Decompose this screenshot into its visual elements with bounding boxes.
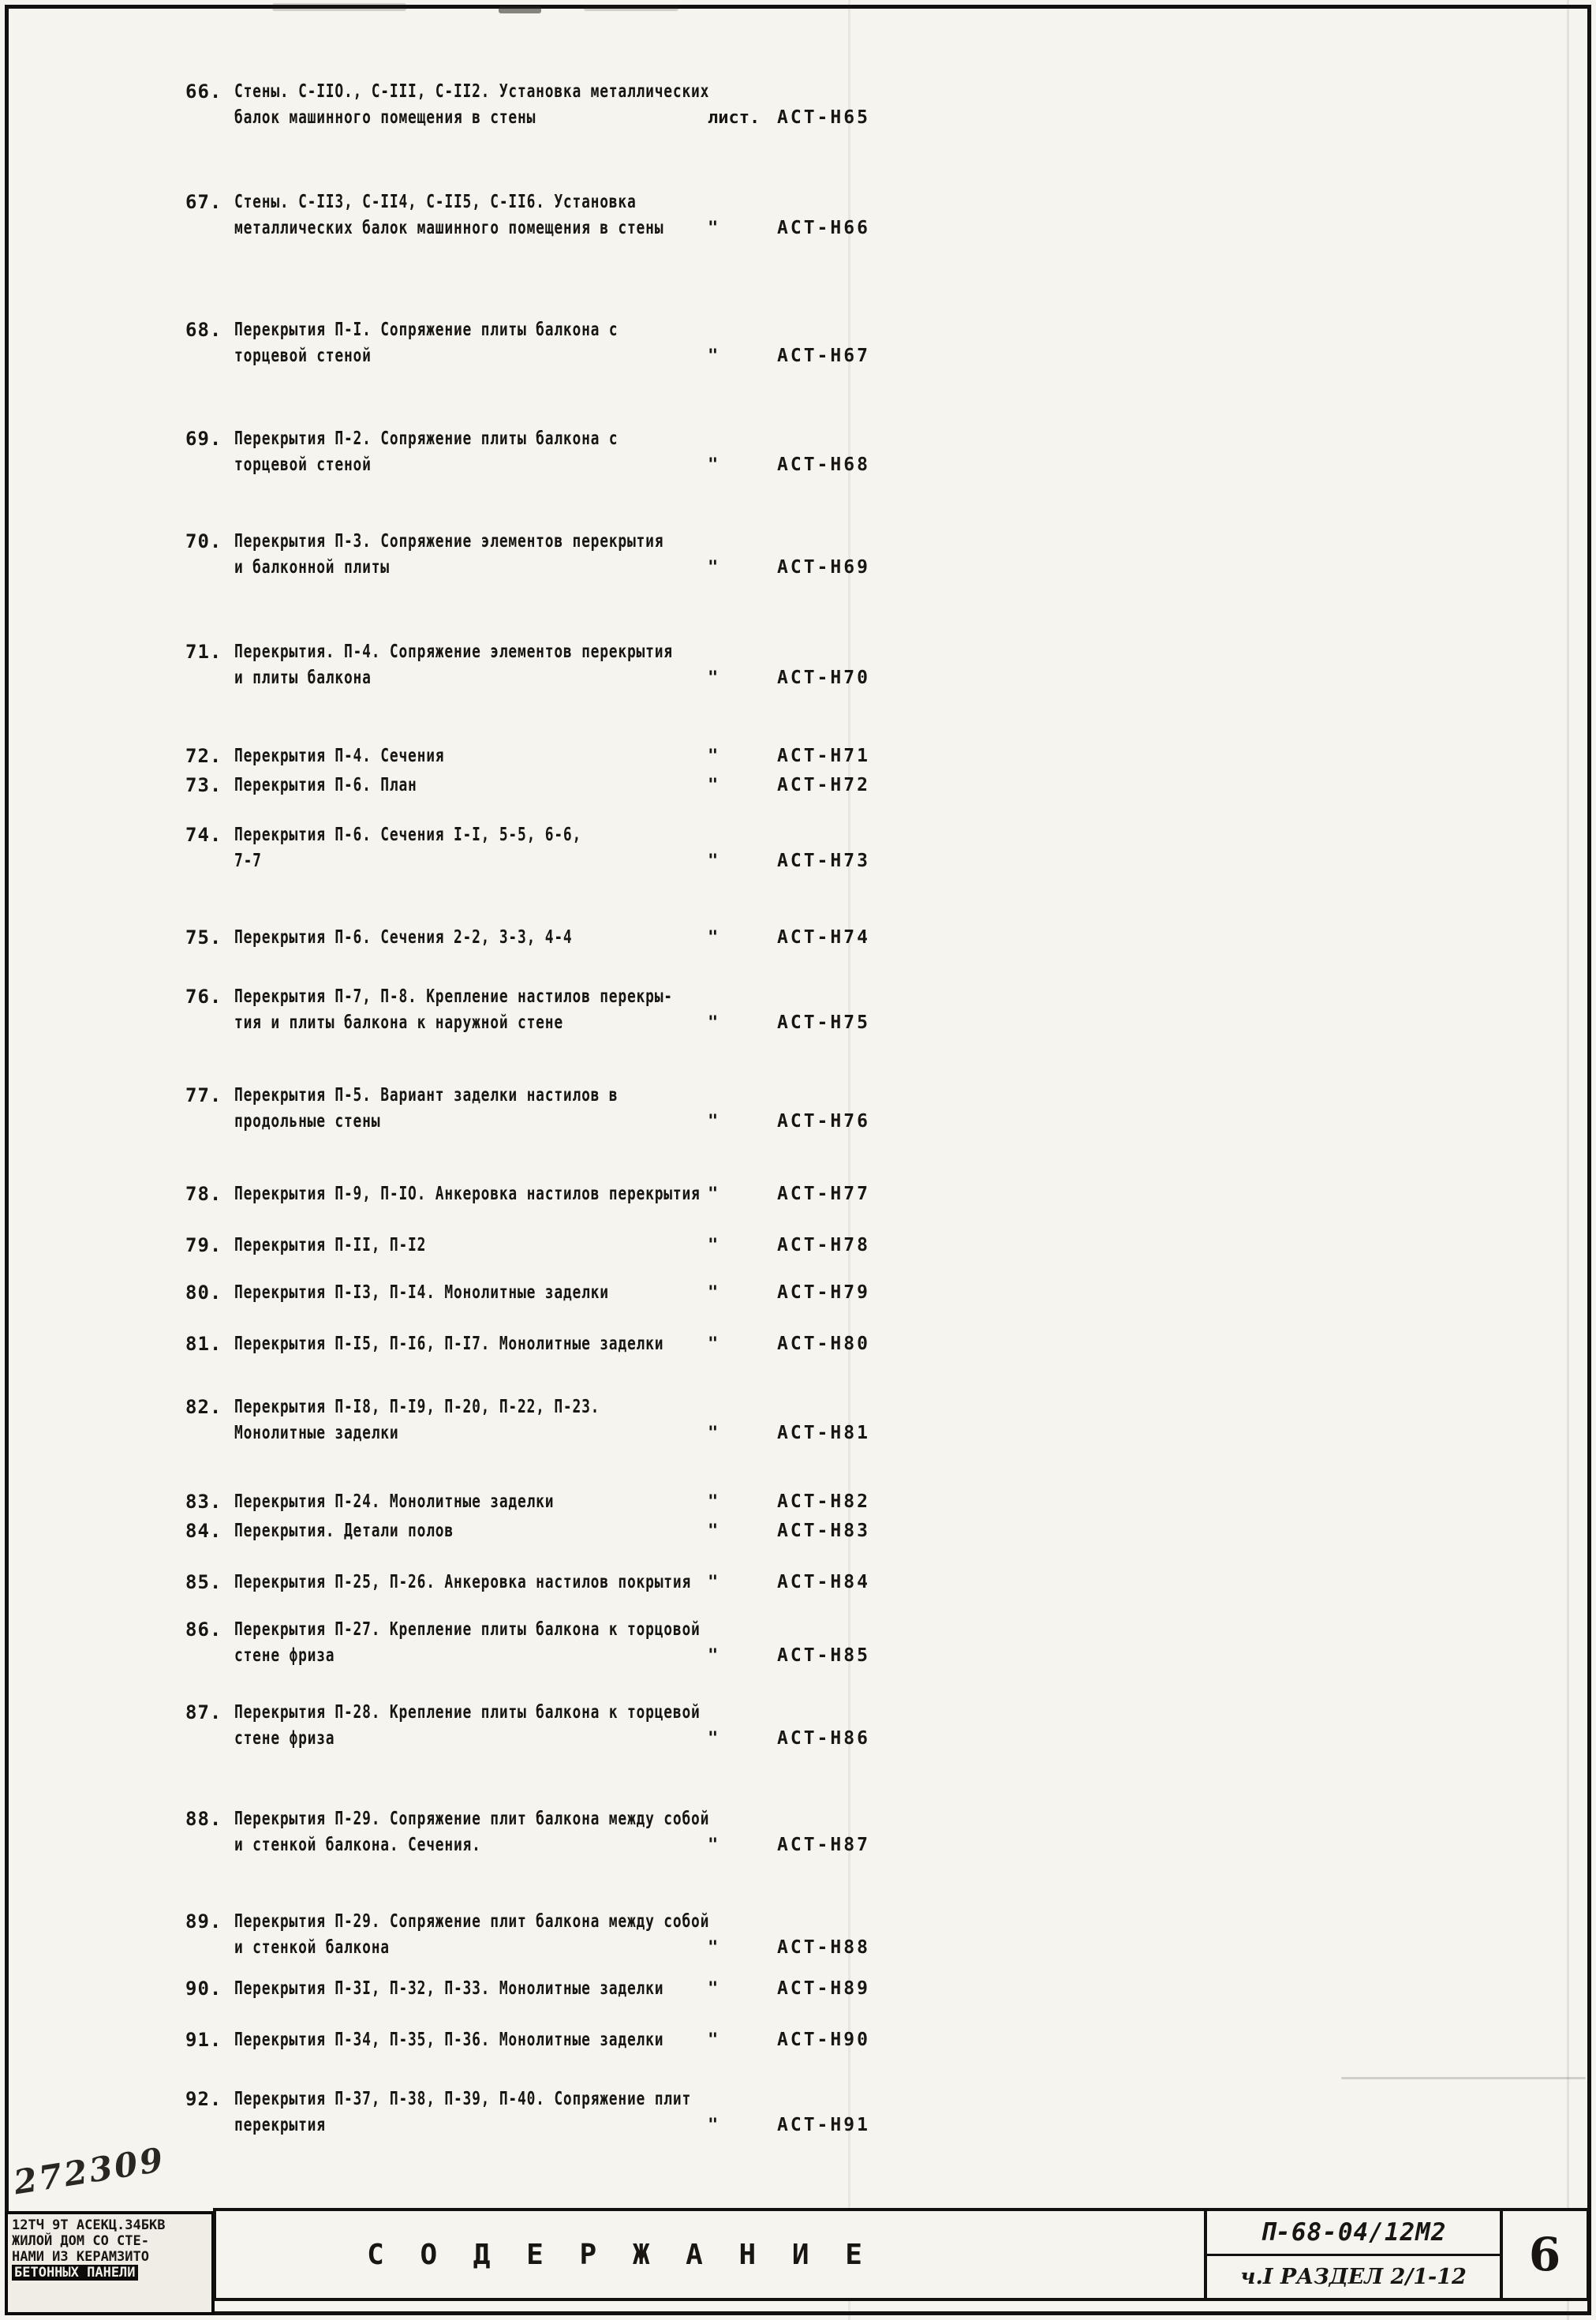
toc-row bbox=[185, 1181, 1416, 1207]
toc-item-number: 74. bbox=[185, 824, 222, 846]
toc-item-number: 92. bbox=[185, 2088, 222, 2110]
toc-item-sheet bbox=[708, 2086, 870, 2139]
stamp-line: ЖИЛОЙ ДОМ СО СТЕ- bbox=[12, 2233, 149, 2249]
toc-row bbox=[185, 1489, 1416, 1515]
toc-item-number: 68. bbox=[185, 319, 222, 341]
toc-row bbox=[185, 822, 1416, 874]
toc-item-sheet-code: АСТ-Н79 bbox=[777, 1282, 870, 1303]
page-title: С О Д Е Р Ж А Н И Е bbox=[367, 2238, 872, 2271]
document-code-cell bbox=[1204, 2211, 1500, 2298]
toc-item-number: 70. bbox=[185, 530, 222, 552]
toc-item-number: 67. bbox=[185, 191, 222, 213]
toc-item-description: Перекрытия П-9, П-IО. Анкеровка настилов перекрытия bbox=[234, 1184, 701, 1204]
toc-row bbox=[185, 1700, 1416, 1752]
toc-item-number: 86. bbox=[185, 1618, 222, 1641]
toc-item-sheet bbox=[708, 189, 870, 241]
toc-item-sheet-code: АСТ-Н84 bbox=[777, 1572, 870, 1592]
page-number: 6 bbox=[1500, 2211, 1587, 2298]
sheet-ditto-mark: " bbox=[708, 851, 719, 871]
toc-item-description: Перекрытия П-6. План bbox=[234, 775, 417, 795]
toc-item-sheet bbox=[708, 1700, 870, 1752]
toc-item-number: 72. bbox=[185, 745, 222, 767]
toc-row bbox=[185, 2027, 1416, 2053]
title-block bbox=[213, 2208, 1590, 2301]
sheet-ditto-mark: " bbox=[708, 928, 719, 948]
toc-item-description: Перекрытия П-37, П-38, П-39, П-40. Сопряжение плит перекрытия bbox=[234, 2089, 692, 2135]
toc-item-sheet-code: АСТ-Н90 bbox=[777, 2030, 870, 2050]
toc-item-sheet-code: АСТ-Н65 bbox=[777, 107, 870, 128]
toc-item-sheet-code: АСТ-Н83 bbox=[777, 1521, 870, 1541]
toc-item-description: Перекрытия П-4. Сечения bbox=[234, 746, 445, 766]
toc-item-sheet-code: АСТ-Н68 bbox=[777, 455, 870, 475]
sheet-ditto-mark: " bbox=[708, 1492, 719, 1512]
toc-item-number: 83. bbox=[185, 1491, 222, 1513]
toc-item-sheet-code: АСТ-Н66 bbox=[777, 218, 870, 238]
toc-item-sheet-code: АСТ-Н72 bbox=[777, 775, 870, 795]
sheet-ditto-mark: " bbox=[708, 1979, 719, 1999]
toc-row bbox=[185, 1083, 1416, 1135]
sheet-ditto-mark: " bbox=[708, 1184, 719, 1204]
sheet-ditto-mark: " bbox=[708, 2116, 719, 2135]
toc-item-number: 81. bbox=[185, 1333, 222, 1355]
stamp-line: 12ТЧ 9Т АСЕКЦ.34БКВ bbox=[12, 2217, 166, 2233]
toc-item-number: 77. bbox=[185, 1084, 222, 1106]
toc-item-description: Стены. С-IIО., С-III, С-II2. Установка металлических балок машинного помещения в стены bbox=[234, 81, 710, 128]
toc-item-sheet bbox=[708, 925, 870, 951]
sheet-ditto-mark: " bbox=[708, 455, 719, 475]
toc-row bbox=[185, 79, 1416, 131]
toc-item-number: 90. bbox=[185, 1978, 222, 2000]
toc-item-sheet bbox=[708, 1331, 870, 1357]
toc-item-number: 69. bbox=[185, 428, 222, 450]
toc-item-number: 76. bbox=[185, 986, 222, 1008]
sheet-ditto-mark: " bbox=[708, 2030, 719, 2050]
toc-item-description: Перекрытия. П-4. Сопряжение элементов перекрытия и плиты балкона bbox=[234, 642, 673, 688]
toc-item-description: Перекрытия П-3. Сопряжение элементов перекрытия и балконной плиты bbox=[234, 531, 664, 578]
toc-item-description: Перекрытия П-6. Сечения I-I, 5-5, 6-6, 7-7 bbox=[234, 825, 582, 871]
toc-item-description: Перекрытия П-6. Сечения 2-2, 3-3, 4-4 bbox=[234, 927, 573, 948]
toc-item-description: Перекрытия П-7, П-8. Крепление настилов перекры- тия и плиты балкона к наружной стене bbox=[234, 986, 673, 1033]
sheet-ditto-mark: " bbox=[708, 1424, 719, 1443]
toc-item-description: Перекрытия П-29. Сопряжение плит балкона между собой и стенкой балкона bbox=[234, 1911, 710, 1958]
toc-row bbox=[185, 317, 1416, 369]
toc-item-description: Перекрытия П-II, П-I2 bbox=[234, 1235, 427, 1255]
sheet-ditto-mark: " bbox=[708, 346, 719, 366]
toc-item-sheet-code: АСТ-Н76 bbox=[777, 1111, 870, 1132]
toc-row bbox=[185, 1806, 1416, 1858]
toc-item-sheet-code: АСТ-Н80 bbox=[777, 1334, 870, 1354]
toc-item-sheet-code: АСТ-Н89 bbox=[777, 1978, 870, 1999]
toc-item-number: 89. bbox=[185, 1910, 222, 1933]
toc-item-number: 91. bbox=[185, 2029, 222, 2051]
toc-item-number: 66. bbox=[185, 80, 222, 103]
toc-item-number: 88. bbox=[185, 1808, 222, 1830]
toc-row bbox=[185, 2086, 1416, 2139]
scan-artifact bbox=[272, 3, 406, 11]
scan-artifact bbox=[499, 6, 541, 13]
sheet-ditto-mark: " bbox=[708, 668, 719, 688]
toc-item-sheet-code: АСТ-Н71 bbox=[777, 746, 870, 766]
toc-row bbox=[185, 1331, 1416, 1357]
toc-item-number: 84. bbox=[185, 1520, 222, 1542]
toc-row bbox=[185, 1617, 1416, 1669]
toc-item-description: Перекрытия П-I3, П-I4. Монолитные заделки bbox=[234, 1282, 609, 1303]
toc-item-sheet bbox=[708, 1489, 870, 1515]
toc-item-number: 82. bbox=[185, 1396, 222, 1418]
stamp-line: БЕТОННЫХ ПАНЕЛИ bbox=[12, 2265, 138, 2281]
sheet-ditto-mark: " bbox=[708, 1729, 719, 1749]
toc-item-sheet bbox=[708, 1518, 870, 1544]
toc-item-sheet-code: АСТ-Н77 bbox=[777, 1184, 870, 1204]
toc-row bbox=[185, 426, 1416, 478]
sheet-ditto-mark: " bbox=[708, 1013, 719, 1033]
toc-item-sheet bbox=[708, 1617, 870, 1669]
toc-item-number: 85. bbox=[185, 1571, 222, 1593]
toc-row bbox=[185, 773, 1416, 799]
toc-item-sheet bbox=[708, 984, 870, 1036]
toc-item-sheet bbox=[708, 426, 870, 478]
toc-item-description: Перекрытия П-I5, П-I6, П-I7. Монолитные заделки bbox=[234, 1334, 664, 1354]
toc-item-number: 75. bbox=[185, 926, 222, 949]
toc-item-sheet-code: АСТ-Н75 bbox=[777, 1012, 870, 1033]
sheet-ditto-mark: " bbox=[708, 558, 719, 578]
toc-item-sheet bbox=[708, 1976, 870, 2002]
toc-item-number: 73. bbox=[185, 774, 222, 796]
toc-item-description: Перекрытия П-I. Сопряжение плиты балкона с торцевой стеной bbox=[234, 320, 619, 366]
handwritten-inventory-number: 272309 bbox=[11, 2139, 168, 2202]
toc-item-sheet-code: АСТ-Н67 bbox=[777, 346, 870, 366]
toc-item-description: Перекрытия П-34, П-35, П-36. Монолитные заделки bbox=[234, 2030, 664, 2050]
toc-item-description: Стены. С-II3, С-II4, С-II5, С-II6. Установка металлических балок машинного помещения в стены bbox=[234, 192, 664, 238]
toc-item-sheet-code: АСТ-Н82 bbox=[777, 1491, 870, 1512]
toc-item-sheet-code: АСТ-Н85 bbox=[777, 1645, 870, 1666]
toc-row bbox=[185, 1280, 1416, 1306]
toc-item-description: Перекрытия П-28. Крепление плиты балкона к торцевой стене фриза bbox=[234, 1702, 701, 1749]
paper-fold-line bbox=[1567, 0, 1569, 2320]
toc-item-description: Перекрытия П-27. Крепление плиты балкона к торцовой стене фриза bbox=[234, 1619, 701, 1666]
toc-item-description: Перекрытия П-29. Сопряжение плит балкона между собой и стенкой балкона. Сечения. bbox=[234, 1809, 710, 1855]
toc-item-number: 80. bbox=[185, 1282, 222, 1304]
sheet-ditto-mark: " bbox=[708, 1835, 719, 1855]
corner-stamp bbox=[5, 2211, 215, 2315]
toc-item-sheet bbox=[708, 79, 870, 131]
sheet-ditto-mark: лист. bbox=[708, 108, 761, 128]
scan-artifact bbox=[584, 5, 678, 11]
toc-item-sheet bbox=[708, 1570, 870, 1596]
toc-row bbox=[185, 189, 1416, 241]
toc-row bbox=[185, 925, 1416, 951]
toc-item-sheet bbox=[708, 1280, 870, 1306]
toc-item-sheet bbox=[708, 1181, 870, 1207]
toc-item-description: Перекрытия П-3I, П-32, П-33. Монолитные заделки bbox=[234, 1978, 664, 1999]
toc-item-sheet-code: АСТ-Н70 bbox=[777, 668, 870, 688]
toc-item-description: Перекрытия П-2. Сопряжение плиты балкона с торцевой стеной bbox=[234, 428, 619, 475]
sheet-ditto-mark: " bbox=[708, 1236, 719, 1255]
toc-item-sheet bbox=[708, 773, 870, 799]
sheet-ditto-mark: " bbox=[708, 776, 719, 795]
toc-item-sheet-code: АСТ-Н81 bbox=[777, 1423, 870, 1443]
toc-item-sheet-code: АСТ-Н87 bbox=[777, 1835, 870, 1855]
toc-item-description: Перекрытия П-I8, П-I9, П-20, П-22, П-23. Монолитные заделки bbox=[234, 1397, 600, 1443]
toc-list bbox=[185, 79, 1416, 2139]
toc-item-sheet-code: АСТ-Н78 bbox=[777, 1235, 870, 1255]
toc-item-sheet bbox=[708, 1909, 870, 1961]
sheet-ditto-mark: " bbox=[708, 1112, 719, 1132]
stamp-line: НАМИ ИЗ КЕРАМЗИТО bbox=[12, 2249, 149, 2265]
toc-item-number: 79. bbox=[185, 1234, 222, 1256]
document-part: ч.I РАЗДЕЛ 2/1-12 bbox=[1240, 2264, 1467, 2289]
toc-row bbox=[185, 1394, 1416, 1446]
toc-item-sheet-code: АСТ-Н91 bbox=[777, 2115, 870, 2135]
toc-item-sheet-code: АСТ-Н86 bbox=[777, 1728, 870, 1749]
toc-item-sheet bbox=[708, 2027, 870, 2053]
toc-row bbox=[185, 1570, 1416, 1596]
title-cell bbox=[216, 2211, 1204, 2298]
toc-item-sheet-code: АСТ-Н69 bbox=[777, 557, 870, 578]
toc-item-description: Перекрытия. Детали полов bbox=[234, 1521, 454, 1541]
sheet-ditto-mark: " bbox=[708, 1334, 719, 1354]
toc-item-description: Перекрытия П-24. Монолитные заделки bbox=[234, 1491, 555, 1512]
sheet-ditto-mark: " bbox=[708, 747, 719, 766]
toc-item-sheet bbox=[708, 529, 870, 581]
toc-item-sheet-code: АСТ-Н74 bbox=[777, 927, 870, 948]
toc-item-sheet bbox=[708, 1394, 870, 1446]
sheet-ditto-mark: " bbox=[708, 1521, 719, 1541]
toc-row bbox=[185, 743, 1416, 769]
toc-row bbox=[185, 1976, 1416, 2002]
sheet-ditto-mark: " bbox=[708, 219, 719, 238]
toc-item-sheet bbox=[708, 1233, 870, 1259]
sheet-ditto-mark: " bbox=[708, 1283, 719, 1303]
toc-row bbox=[185, 1233, 1416, 1259]
toc-item-description: Перекрытия П-25, П-26. Анкеровка настилов покрытия bbox=[234, 1572, 692, 1592]
toc-row bbox=[185, 1518, 1416, 1544]
toc-item-number: 71. bbox=[185, 641, 222, 663]
toc-item-description: Перекрытия П-5. Вариант заделки настилов в продольные стены bbox=[234, 1085, 619, 1132]
sheet-ditto-mark: " bbox=[708, 1646, 719, 1666]
sheet-ditto-mark: " bbox=[708, 1938, 719, 1958]
toc-item-sheet-code: АСТ-Н73 bbox=[777, 851, 870, 871]
toc-item-sheet bbox=[708, 822, 870, 874]
toc-item-sheet bbox=[708, 1083, 870, 1135]
toc-item-sheet bbox=[708, 317, 870, 369]
document-code: П-68-04/12М2 bbox=[1207, 2211, 1500, 2256]
toc-row bbox=[185, 984, 1416, 1036]
toc-item-number: 87. bbox=[185, 1701, 222, 1723]
toc-item-sheet bbox=[708, 639, 870, 691]
toc-item-sheet bbox=[708, 743, 870, 769]
toc-item-sheet bbox=[708, 1806, 870, 1858]
sheet-ditto-mark: " bbox=[708, 1573, 719, 1592]
toc-item-sheet-code: АСТ-Н88 bbox=[777, 1937, 870, 1958]
toc-row bbox=[185, 639, 1416, 691]
toc-row bbox=[185, 529, 1416, 581]
toc-item-number: 78. bbox=[185, 1183, 222, 1205]
toc-row bbox=[185, 1909, 1416, 1961]
